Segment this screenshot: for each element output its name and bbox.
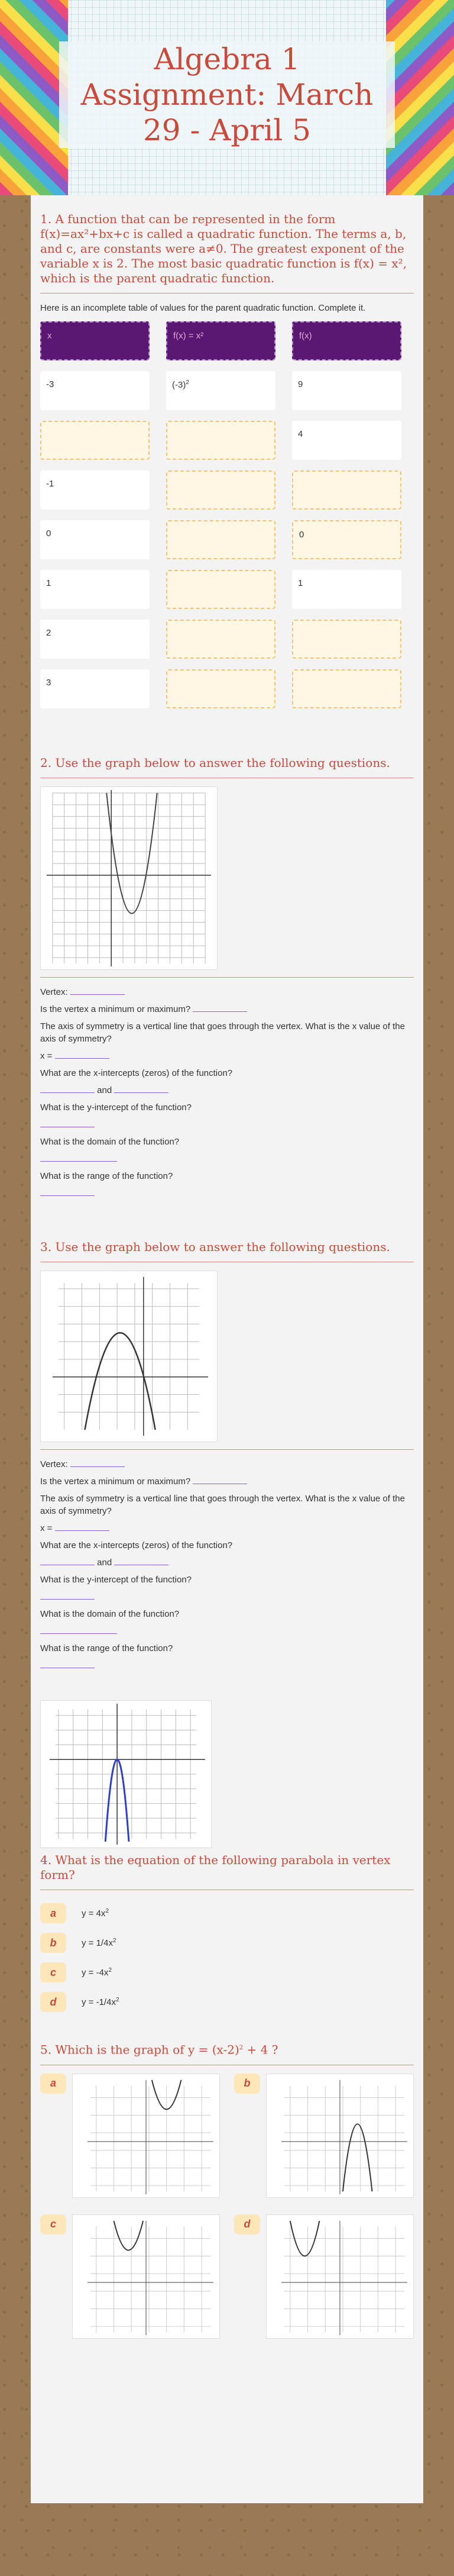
y-intercept-question: What is the y-intercept of the function? <box>40 1102 192 1113</box>
option-graph-c <box>72 2214 220 2339</box>
page-header <box>0 0 454 195</box>
table-cell: 0 <box>292 520 401 559</box>
choice-letter: d <box>40 1992 66 2012</box>
choice-a[interactable] <box>40 1898 414 1928</box>
table-cell: 9 <box>292 371 401 410</box>
and-label: and <box>97 1085 112 1095</box>
answer-input-cell[interactable] <box>166 470 275 510</box>
divider <box>40 977 414 978</box>
choice-letter: b <box>40 1933 66 1953</box>
choice-c[interactable] <box>40 1958 414 1987</box>
table-cell: -3 <box>40 371 150 410</box>
question-4-choices <box>40 1898 414 2017</box>
graph-narrow-downward-parabola <box>40 1700 212 1848</box>
answer-input-cell[interactable] <box>292 470 401 510</box>
minmax-label: Is the vertex a minimum or maximum? <box>40 1476 191 1487</box>
domain-question: What is the domain of the function? <box>40 1609 180 1619</box>
choice-d[interactable] <box>40 1987 414 2017</box>
answer-input-cell[interactable] <box>40 421 150 460</box>
choice-letter: c <box>40 2214 66 2235</box>
table-cell: 1 <box>40 570 150 609</box>
vertex-label: Vertex: <box>40 987 68 997</box>
page-title: Algebra 1 Assignment: March 29 - April 5 <box>59 41 395 148</box>
answer-input-cell[interactable] <box>292 669 401 708</box>
x-equals-label: x = <box>40 1523 53 1533</box>
answer-input-cell[interactable] <box>166 669 275 708</box>
choice-b[interactable] <box>234 2074 414 2198</box>
answer-blank[interactable] <box>40 1153 117 1162</box>
answer-blank[interactable] <box>55 1523 109 1531</box>
answer-input-cell[interactable] <box>166 520 275 559</box>
table-header-fx-expr: f(x) = x² <box>166 321 275 360</box>
intercepts-question: What are the x-intercepts (zeros) of the function? <box>40 1068 233 1078</box>
table-cell: -1 <box>40 470 150 510</box>
answer-input-cell[interactable] <box>292 620 401 659</box>
axis-question: The axis of symmetry is a vertical line that goes through the vertex. What is the x value of the axis of symmetry? <box>40 1494 405 1516</box>
answer-blank[interactable] <box>40 1188 95 1196</box>
and-label: and <box>97 1558 112 1568</box>
option-graph-d <box>266 2214 414 2339</box>
answer-blank[interactable] <box>40 1119 95 1127</box>
answer-blank[interactable] <box>193 1004 247 1012</box>
question-4-heading: 4. What is the equation of the following parabola in vertex form? <box>40 1853 391 1882</box>
decorative-chevrons-left <box>0 0 68 195</box>
divider <box>40 1449 414 1450</box>
y-intercept-question: What is the y-intercept of the function? <box>40 1575 192 1585</box>
choice-letter: a <box>40 1903 66 1923</box>
answer-blank[interactable] <box>70 1459 125 1467</box>
graph-upward-parabola <box>40 786 218 970</box>
choice-c[interactable] <box>40 2214 220 2339</box>
assignment-card <box>31 195 423 2503</box>
axis-question: The axis of symmetry is a vertical line that goes through the vertex. What is the x value of the axis of symmetry? <box>40 1021 405 1044</box>
table-cell: 3 <box>40 669 150 708</box>
question-5-heading: 5. Which is the graph of $y = (x-2)^2 + 4$ ? <box>40 2042 278 2057</box>
table-cell: 4 <box>292 421 401 460</box>
x-equals-label: x = <box>40 1051 53 1061</box>
minmax-label: Is the vertex a minimum or maximum? <box>40 1004 191 1014</box>
choice-text: $y = -4x^2$ <box>82 1967 112 1978</box>
choice-b[interactable] <box>40 1928 414 1958</box>
choice-letter: d <box>234 2214 260 2235</box>
choice-text: $y = 4x^2$ <box>82 1908 109 1919</box>
intercepts-question: What are the x-intercepts (zeros) of the function? <box>40 1540 233 1550</box>
answer-blank[interactable] <box>114 1085 168 1093</box>
table-of-values <box>40 321 414 708</box>
answer-blank[interactable] <box>114 1557 168 1565</box>
answer-input-cell[interactable] <box>166 620 275 659</box>
table-header-fx: f(x) <box>292 321 401 360</box>
answer-blank[interactable] <box>40 1591 95 1600</box>
divider <box>40 293 414 294</box>
answer-blank[interactable] <box>55 1050 109 1059</box>
answer-blank[interactable] <box>193 1476 247 1484</box>
decorative-chevrons-right <box>386 0 454 195</box>
choice-text: $y = -1/4x^2$ <box>82 1997 119 2007</box>
choice-letter: c <box>40 1962 66 1982</box>
option-graph-b <box>266 2074 414 2198</box>
range-question: What is the range of the function? <box>40 1643 173 1653</box>
choice-text: $y = 1/4x^2$ <box>82 1937 116 1948</box>
answer-blank[interactable] <box>40 1660 95 1668</box>
question-1-intro: Here is an incomplete table of values for the parent quadratic function. Complete it. <box>40 303 366 313</box>
choice-letter: a <box>40 2074 66 2094</box>
table-cell: $(-3)^2$ <box>166 371 275 410</box>
option-graph-a <box>72 2074 220 2198</box>
range-question: What is the range of the function? <box>40 1171 173 1181</box>
choice-a[interactable] <box>40 2074 220 2198</box>
table-cell: 0 <box>40 520 150 559</box>
domain-question: What is the domain of the function? <box>40 1137 180 1147</box>
answer-blank[interactable] <box>40 1085 95 1093</box>
table-cell: 1 <box>292 570 401 609</box>
answer-blank[interactable] <box>70 986 125 995</box>
question-3-heading: 3. Use the graph below to answer the following questions. <box>40 1240 390 1254</box>
answer-input-cell[interactable] <box>166 570 275 609</box>
question-2-heading: 2. Use the graph below to answer the following questions. <box>40 756 390 770</box>
choice-d[interactable] <box>234 2214 414 2339</box>
choice-letter: b <box>234 2074 260 2094</box>
question-1-heading: 1. A function that can be represented in the form f(x)=ax²+bx+c is called a quadratic function. The terms a, b, and c, are constants were a≠0. The greatest exponent of the variable x is 2. The most basic quadratic function is f(x) = x², which is the parent quadratic function. <box>40 212 407 285</box>
answer-input-cell[interactable] <box>166 421 275 460</box>
table-cell: 2 <box>40 620 150 659</box>
graph-downward-parabola <box>40 1271 218 1442</box>
vertex-label: Vertex: <box>40 1459 68 1469</box>
answer-blank[interactable] <box>40 1626 117 1634</box>
table-header-x: x <box>40 321 150 360</box>
answer-blank[interactable] <box>40 1557 95 1565</box>
